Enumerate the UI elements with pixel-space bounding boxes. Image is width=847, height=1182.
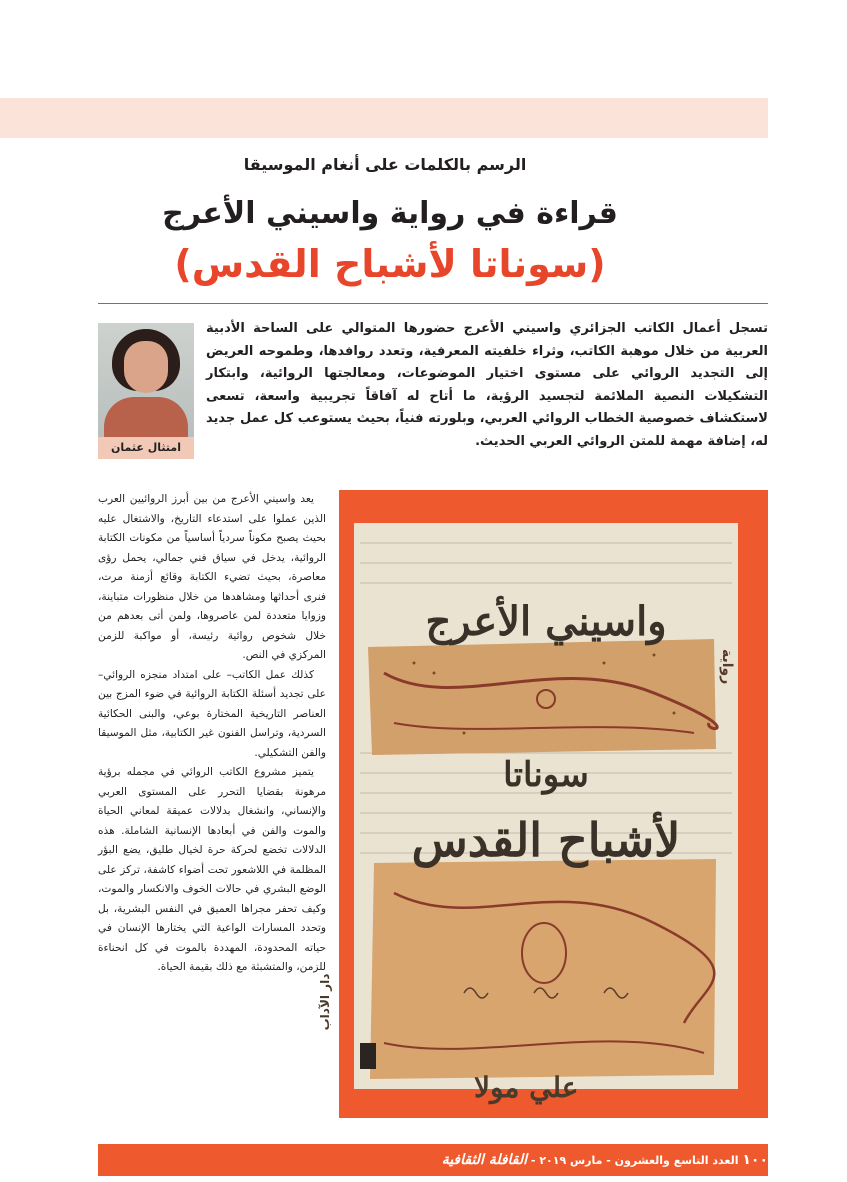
cover-artist: علي مولا (474, 1071, 579, 1104)
author-photo (98, 323, 194, 437)
cover-genre: رواية (719, 649, 735, 685)
body-paragraph: يعد واسيني الأعرج من بين أبرز الروائيين العرب الذين عملوا على استدعاء التاريخ، والاشتغال عليه بحيث يصبح مكوناً سردياً أساسياً من مكونات الكتابة الروائية، يدخل في سياق فني جمالي، يحمل رؤى معاصرة، بحيث تضيء الكتابة وقائع أزمنة مرت، فنرى أحداثها ومشاهدها من خلال منظورات متباينة، وزوايا متعددة لمن عاصروها، ولمن أتى بعدهم من خلال شخوص روائية رئيسة، أو مواكبة للزمن المركزي في النص. (98, 493, 326, 661)
page-number: ١٠٠ (742, 1152, 768, 1168)
cover-title-line-2: لأشباح القدس (411, 813, 681, 867)
article-body (98, 490, 326, 978)
title-divider (98, 303, 768, 304)
article-subtitle: (سوناتا لأشباح القدس) (174, 242, 606, 286)
book-cover (318, 523, 738, 1104)
issue-info: العدد التاسع والعشرون - مارس ٢٠١٩ - (530, 1154, 739, 1167)
cover-publisher: دار الآداب (318, 973, 332, 1031)
author-name: امتثال عثمان (98, 437, 194, 459)
article-kicker: الرسم بالكلمات على أنغام الموسيقا (243, 155, 527, 174)
body-paragraph: كذلك عمل الكاتب– على امتداد منجزه الروائي– على تجديد أسئلة الكتابة الروائية في ضوء المزج بين العناصر التاريخية المختارة بوعي، والبنى الحكائية السردية، وتراسل الفنون غير الكتابية، مثل الموسيقا والفن التشكيلي. (98, 668, 326, 759)
publisher-logo-icon (360, 1043, 376, 1069)
body-paragraph: يتميز مشروع الكاتب الروائي في مجمله برؤية مرهونة بقضايا التحرر على المستوى العربي والإنساني، وانشغال بدلالات عميقة لمعاني الحياة والموت والفن في أبعادها الإنسانية الشاملة. هذه الدلالات تخضع لحركة حرة لخيال طليق، يضع البؤر المظلمة في اللاشعور تحت أضواء كاشفة، تركز على الوضع البشري في حالات الخوف والانكسار والموت، وكيف تحفر مجراها العميق في النفس البشرية، بل وتحدد المسارات الواعية التي يختارها الإنسان في حياته المحدودة، المهددة بالموت في كل انحناءة للزمن، والمتشبثة مع ذلك بقيمة الحياة. (98, 766, 326, 973)
article-intro: تسجل أعمال الكاتب الجزائري واسيني الأعرج حضورها المتوالي على الساحة الأدبية العربية من خلال موهبة الكاتب، وثراء خلفيته المعرفية، وتعدد روافدها، وطموحه العريض إلى التجديد الروائي على مستوى اختيار الموضوعات، ومعالجتها الروائية، وابتكار التشكيلات النصية الملائمة لتجسيد الرؤية، ما أتاح له آفاقاً تجريبية واسعة، تسعى لاستكشاف خصوصية الخطاب الروائي العربي، وبلورته فنياً، بحيث يستوعب كل عمل جديد له، إضافة مهمة للمتن الروائي العربي الحديث. (206, 321, 768, 449)
magazine-name: القافلة الثقافية (441, 1152, 528, 1168)
cover-title-line-1: سوناتا (503, 755, 589, 795)
article-title: قراءة في رواية واسيني الأعرج (162, 196, 618, 231)
header-band (0, 98, 768, 138)
footer-line (98, 1152, 768, 1168)
cover-author-title: واسيني الأعرج (425, 598, 667, 645)
